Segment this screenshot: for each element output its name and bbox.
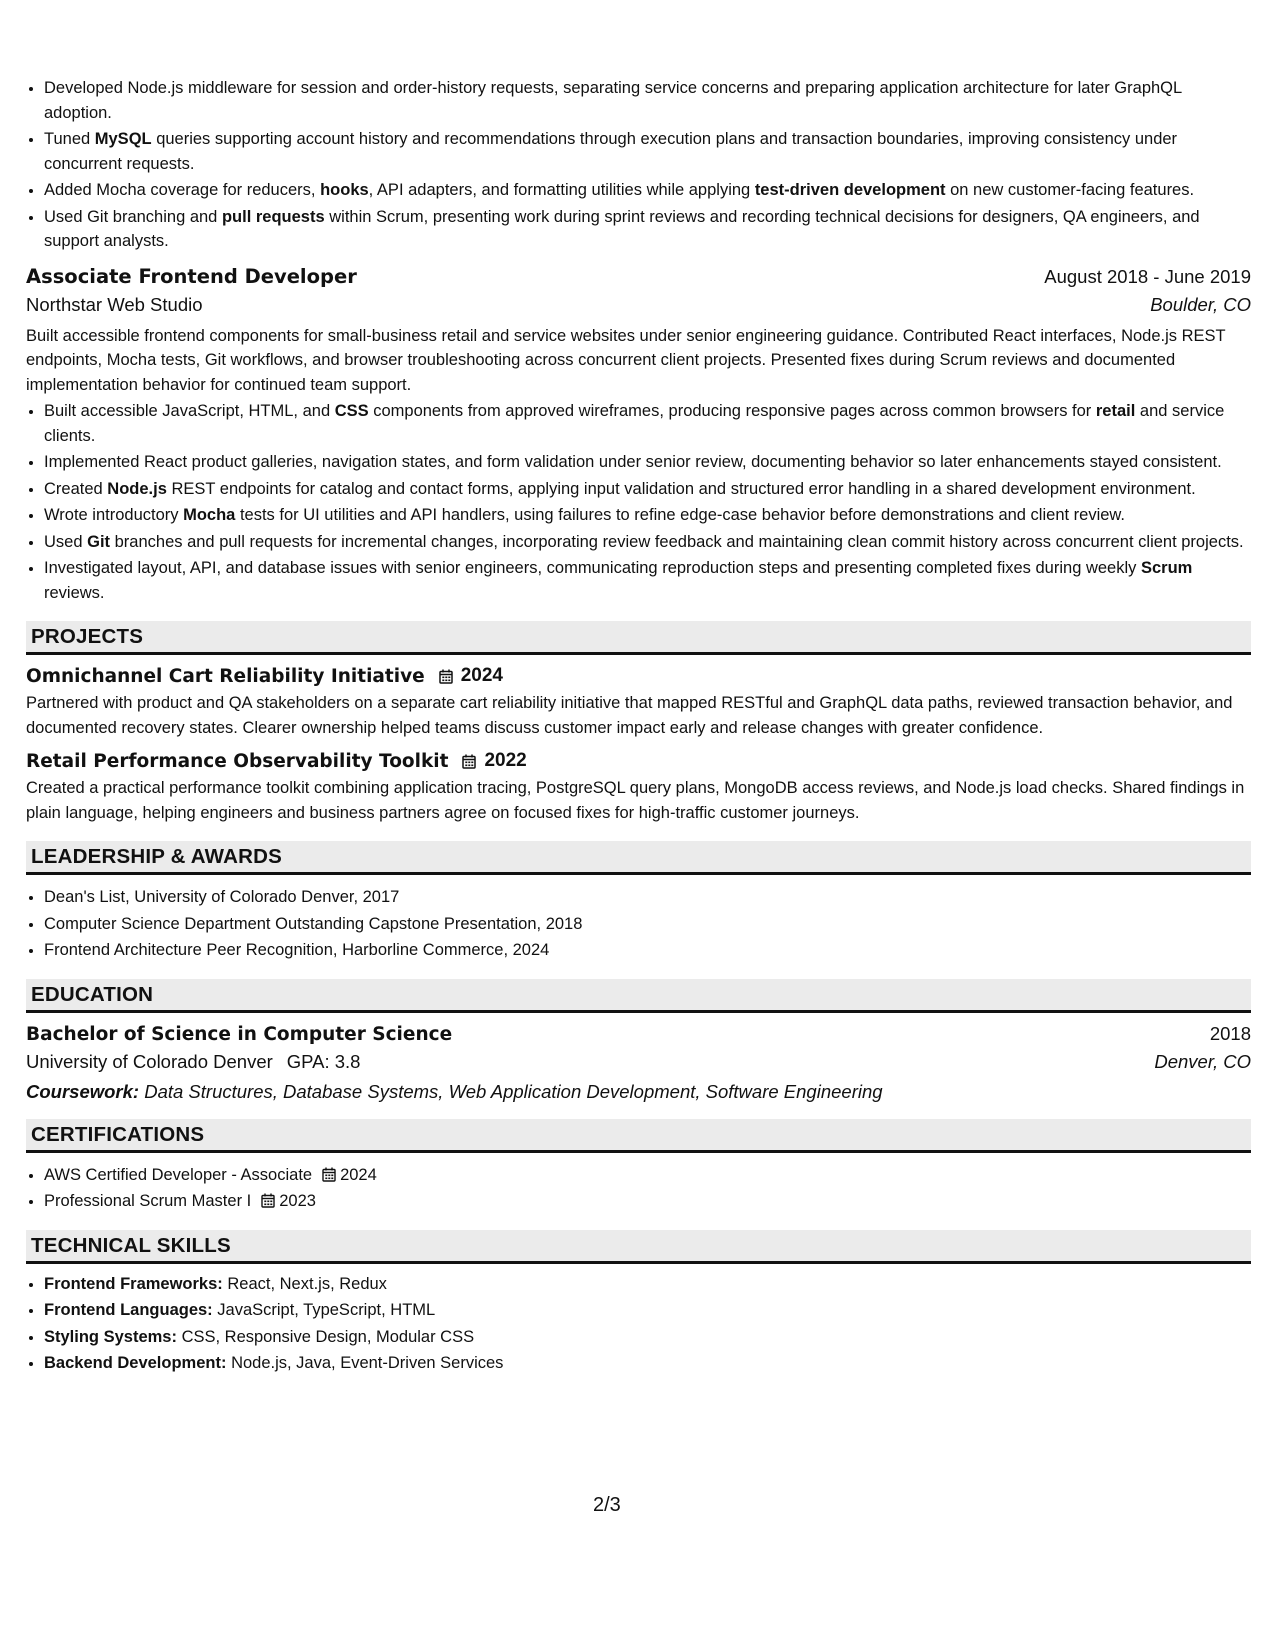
education-header [26, 1023, 1251, 1045]
bullet-text: Created [44, 479, 108, 498]
project-description: Created a practical performance toolkit combining application tracing, PostgreSQL query plans, MongoDB access reviews, and Node.js load checks. Shared findings in plain language, helping engineers and business partners agree on focused fixes for high-traffic customer journeys. [26, 779, 1245, 822]
bullet-text: components from approved wireframes, producing responsive pages across common browsers for [368, 402, 1096, 420]
gpa: GPA: 3.8 [286, 1050, 361, 1072]
job-summary: Built accessible frontend components for small-business retail and service websites under senior engineering guidance. Contributed React interfaces, Node.js REST endpoints, Mocha tests, Git workflows, and browser troubleshooting across concurrent client projects. Presented fixes during Scrum reviews and documented implementation behavior for continued team support. [26, 326, 1226, 394]
experience-continued-bullets [26, 76, 1251, 254]
bullet-item [44, 178, 1251, 203]
bullet-keyword: CSS [334, 402, 369, 420]
page-number: 2/3 [593, 1494, 621, 1516]
skill-value: CSS, Responsive Design, Modular CSS [181, 1327, 475, 1346]
bullet-text: REST endpoints for catalog and contact forms, applying input validation and structured error handling in a shared development environment. [166, 479, 1196, 498]
skill-value: React, Next.js, Redux [227, 1274, 387, 1293]
school-location: Denver, CO [1154, 1050, 1251, 1072]
school-name: University of Colorado Denver [26, 1050, 273, 1072]
project-header [26, 750, 1251, 772]
bullet-keyword: retail [1095, 402, 1136, 420]
skill-label: Frontend Frameworks: [44, 1274, 223, 1293]
bullet-text: queries supporting account history and recommendations through execution plans and transaction boundaries, improving consistency under concurrent requests. [44, 130, 1178, 173]
award-item: • Dean's List, University of Colorado Denver, 2017 [44, 885, 1251, 910]
bullet-text: Used [44, 532, 88, 551]
section-title: LEADERSHIP & AWARDS [31, 845, 282, 868]
bullet-item [44, 76, 1251, 125]
bullet-text: within Scrum, presenting work during sprint reviews and recording technical decisions for designers, QA engineers, and support analysts. [44, 207, 1200, 250]
bullet-text: , API adapters, and formatting utilities while applying [368, 181, 755, 199]
skill-item [44, 1351, 1251, 1376]
bullet-text: and service clients. [44, 402, 1225, 445]
calendar-icon [322, 1167, 336, 1182]
certification-year: 2023 [279, 1192, 316, 1210]
bullet-text: Used Git branching and [44, 207, 222, 226]
project-title: Retail Performance Observability Toolkit [26, 750, 449, 772]
bullet-keyword: hooks [320, 181, 369, 199]
job-location: Boulder, CO [1150, 293, 1251, 315]
award-item: • Frontend Architecture Peer Recognition, Harborline Commerce, 2024 [44, 938, 1251, 963]
resume-page [26, 76, 1251, 1378]
section-header-awards [26, 841, 1251, 875]
bullet-keyword: pull requests [221, 207, 325, 226]
section-header-skills [26, 1230, 1251, 1264]
calendar-icon [261, 1193, 275, 1208]
skill-value: JavaScript, TypeScript, HTML [217, 1301, 436, 1319]
job-dates: August 2018 - June 2019 [1044, 265, 1251, 287]
education-subheader [26, 1051, 1251, 1073]
bullet-text: Implemented React product galleries, navigation states, and form validation under senior review, documenting behavior so later enhancements stayed consistent. [44, 453, 1222, 471]
bullet-text: Tuned [44, 130, 95, 148]
section-title: TECHNICAL SKILLS [31, 1233, 231, 1257]
bullet-text: Developed Node.js middleware for session and order-history requests, separating service concerns and preparing application architecture for later GraphQL adoption. [44, 79, 1182, 122]
certification-item [44, 1163, 1251, 1188]
bullet-item [44, 399, 1251, 448]
certification-year: 2024 [340, 1165, 377, 1184]
calendar-icon [439, 669, 453, 684]
graduation-year: 2018 [1209, 1022, 1251, 1044]
skill-label: Frontend Languages: [44, 1301, 213, 1319]
project-header [26, 665, 1251, 687]
certifications-list [26, 1163, 1251, 1214]
bullet-item [44, 127, 1251, 176]
project-title: Omnichannel Cart Reliability Initiative [26, 665, 425, 687]
project-description: Partnered with product and QA stakeholders on a separate cart reliability initiative that mapped RESTful and GraphQL data paths, reviewed transaction behavior, and documented recovery states. Clearer ownership helped teams discuss customer impact early and release changes with greater confidence. [26, 694, 1233, 737]
project-year: 2022 [484, 750, 527, 771]
bullet-item [44, 556, 1251, 605]
coursework-label: Coursework: [26, 1080, 140, 1102]
calendar-icon [462, 754, 476, 769]
project-item [26, 665, 1251, 740]
awards-list [26, 885, 1251, 963]
section-header-education [26, 979, 1251, 1013]
bullet-keyword: Git [87, 532, 111, 551]
bullet-keyword: Scrum [1140, 559, 1193, 577]
bullet-item [44, 530, 1251, 555]
bullet-text: tests for UI utilities and API handlers, using failures to refine edge-case behavior before demonstrations and client review. [235, 506, 1126, 524]
certification-name: Professional Scrum Master I [44, 1192, 252, 1210]
bullet-item [44, 450, 1251, 475]
project-item [26, 750, 1251, 825]
section-title: CERTIFICATIONS [31, 1122, 205, 1146]
certification-name: AWS Certified Developer - Associate [44, 1165, 313, 1184]
certification-item [44, 1189, 1251, 1214]
bullet-item [44, 205, 1251, 254]
project-year: 2024 [460, 665, 503, 686]
skill-label: Backend Development: [44, 1354, 227, 1372]
coursework-list: Data Structures, Database Systems, Web Application Development, Software Engineering [144, 1080, 883, 1102]
bullet-text: Investigated layout, API, and database issues with senior engineers, communicating reproduction steps and presenting completed fixes during weekly [44, 559, 1141, 577]
degree: Bachelor of Science in Computer Science [26, 1023, 453, 1045]
job-header [26, 265, 1251, 288]
skill-item [44, 1272, 1251, 1297]
bullet-keyword: MySQL [94, 130, 152, 148]
skills-list [26, 1272, 1251, 1376]
bullet-item [44, 477, 1251, 502]
job-subheader [26, 294, 1251, 316]
bullet-keyword: Mocha [183, 506, 236, 524]
bullet-text: reviews. [44, 583, 105, 602]
skill-label: Styling Systems: [44, 1327, 177, 1346]
skill-item [44, 1325, 1251, 1350]
bullet-text: Added Mocha coverage for reducers, [44, 181, 321, 199]
company-name: Northstar Web Studio [26, 293, 203, 315]
school-line [26, 1051, 360, 1073]
coursework [26, 1081, 1251, 1103]
section-header-projects [26, 621, 1251, 655]
bullet-item [44, 503, 1251, 528]
bullet-text: Wrote introductory [44, 506, 184, 524]
bullet-text: on new customer-facing features. [945, 181, 1195, 199]
section-header-certifications [26, 1119, 1251, 1153]
section-title: PROJECTS [31, 625, 144, 648]
skill-value: Node.js, Java, Event-Driven Services [231, 1354, 504, 1372]
bullet-keyword: test-driven development [754, 181, 946, 199]
award-item: • Computer Science Department Outstanding Capstone Presentation, 2018 [44, 912, 1251, 937]
job-bullets [26, 399, 1251, 605]
skill-item [44, 1298, 1251, 1323]
section-title: EDUCATION [31, 982, 154, 1006]
job-title: Associate Frontend Developer [26, 264, 357, 288]
bullet-text: Built accessible JavaScript, HTML, and [44, 402, 335, 420]
bullet-keyword: Node.js [107, 479, 167, 498]
bullet-text: branches and pull requests for incremental changes, incorporating review feedback and maintaining clean commit history across concurrent client projects. [110, 532, 1244, 551]
